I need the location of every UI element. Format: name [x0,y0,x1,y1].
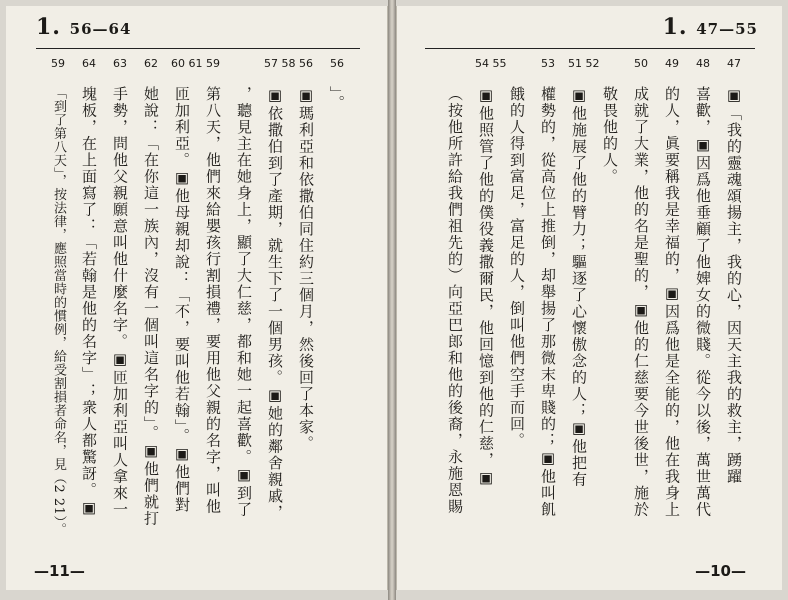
text-column: 塊板，在上面寫了：「若翰是他的名字」；衆人都驚訝。▣ [80,86,98,518]
text-column: 敬畏他的人。 [601,86,619,185]
text-column: ▣他照管了他的僕役義撒爾民，他回憶到他的仁慈，▣ [477,86,495,488]
right-header-verse-range: 47—55 [696,20,758,38]
right-header-rule [425,48,755,49]
text-column: 餓的人得到富足，富足的人，倒叫他們空手而回。 [508,86,526,449]
book-gutter [388,0,396,600]
text-column: 「到了第八天」，按法律，應照當時的慣例，給受割損者命名，見（2 21）。 [51,86,66,536]
verse-number: 50 [634,57,648,70]
text-column: ▣「我的靈魂頌揚主，我的心，因天主我的救主，踴躍 [725,86,743,485]
text-column: 第八天，他們來給嬰孩行割損禮，要用他父親的名字，叫他 [204,86,222,515]
verse-number: 56 [299,57,313,70]
right-header-chapter: 1. [662,14,688,40]
verse-number: 48 [696,57,710,70]
text-column: 的人，眞要稱我是幸福的，▣因爲他是全能的，他在我身上 [663,86,681,518]
text-column: 匝加利亞。▣他母親却說：「不，要叫他若翰」。▣他們對 [173,86,191,514]
left-header-verse-range: 56—64 [69,20,132,38]
right-page-number: —10— [695,562,746,580]
left-header-rule [36,48,360,49]
text-column: ▣瑪利亞和依撒伯同住約三個月，然後回了本家。 [297,86,315,452]
text-column: 喜歡，▣因爲他垂顧了他婢女的微賤。從今以後，萬世萬代 [694,86,712,518]
verse-number: 54 55 [475,57,507,70]
verse-number: 56 [330,57,344,70]
verse-number: 57 58 [264,57,296,70]
verse-number: 49 [665,57,679,70]
verse-number: 59 [206,57,220,70]
text-column: 」。 [328,86,346,112]
right-page-header [663,14,758,40]
verse-number: 60 61 [171,57,203,70]
verse-number: 59 [51,57,65,70]
verse-number: 53 [541,57,555,70]
text-column: ▣他施展了他的臂力；驅逐了心懷傲念的人；▣他把有 [570,86,588,488]
text-column: 成就了大業，他的名是聖的，▣他的仁慈要今世後世，施於 [632,86,650,518]
text-column: 手勢，問他父親願意叫他什麼名字。▣匝加利亞叫人拿來一 [111,86,129,518]
text-column: 她說：「在你這一族內，沒有一個叫這名字的」。▣他們就打 [142,86,160,527]
verse-number: 47 [727,57,741,70]
verse-number: 51 52 [568,57,600,70]
text-column: ▣依撒伯到了產期，就生下了一個男孩。▣她的鄰舍親戚， [266,86,284,521]
left-page [6,6,388,590]
verse-number: 64 [82,57,96,70]
left-page-number: —11— [34,562,85,580]
text-column: ，聽見主在她身上，顯了大仁慈，都和她一起喜歡。▣到了 [235,86,253,518]
left-page-header [36,14,131,40]
verse-number: 63 [113,57,127,70]
right-page [396,6,782,590]
text-column: （按他所許給我們祖先的）向亞巴郎和他的後裔，永施恩賜 [446,86,464,515]
verse-number: 62 [144,57,158,70]
text-column: 權勢的，從高位上推倒，却舉揚了那微末卑賤的；▣他叫飢 [539,86,557,518]
left-header-chapter: 1. [36,14,61,40]
